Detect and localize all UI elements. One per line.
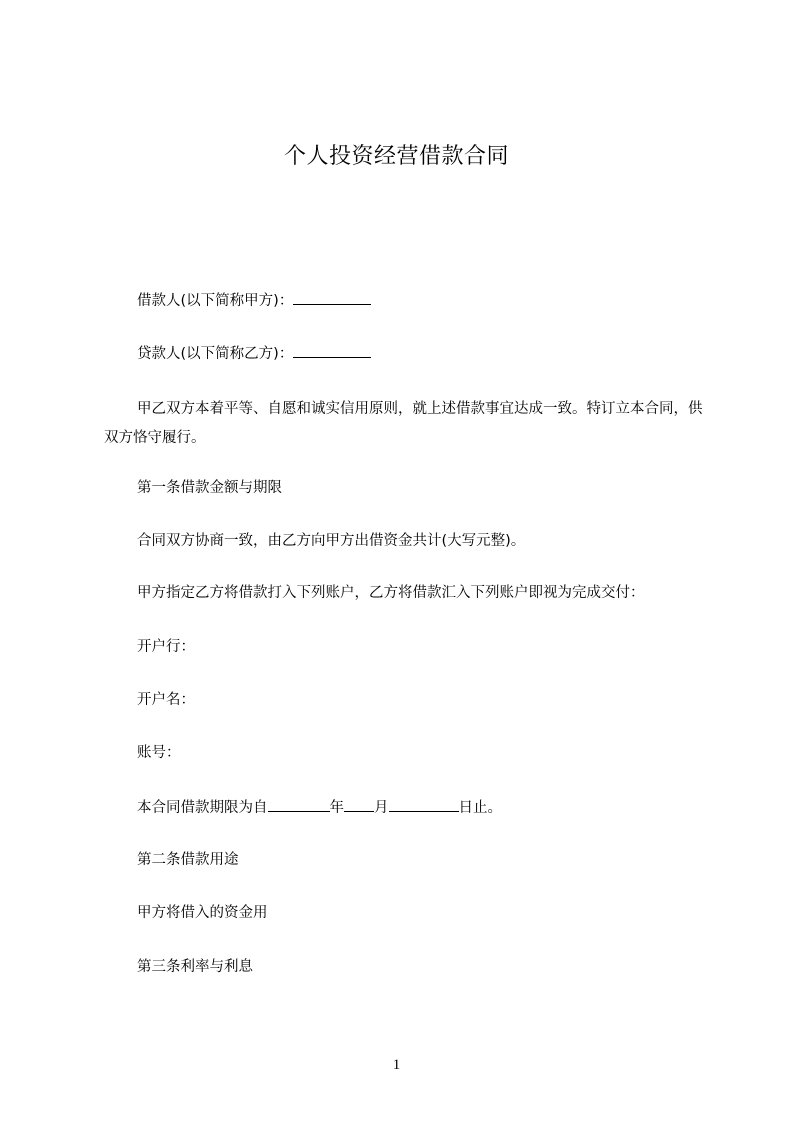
article2-usage: 甲方将借入的资金用 <box>137 905 268 921</box>
borrower-label: 借款人(以下简称甲方)： <box>137 293 294 309</box>
borrower-line <box>137 289 371 312</box>
term-day-blank <box>389 796 459 812</box>
term-year-label: 年 <box>329 800 344 816</box>
term-year-blank <box>268 796 330 812</box>
bank-line: 开户行： <box>137 639 195 655</box>
article2-heading: 第二条借款用途 <box>137 852 239 868</box>
lender-label: 贷款人(以下简称乙方)： <box>137 346 294 362</box>
term-month-label: 月 <box>374 800 389 816</box>
term-month-blank <box>344 796 374 812</box>
term-prefix: 本合同借款期限为自 <box>137 800 268 816</box>
article1-account-note: 甲方指定乙方将借款打入下列账户，乙方将借款汇入下列账户即视为完成交付： <box>137 585 645 601</box>
term-suffix: 日止。 <box>458 800 502 816</box>
article3-heading: 第三条利率与利息 <box>137 959 253 975</box>
term-line <box>137 796 502 819</box>
page-number: 1 <box>392 1057 401 1073</box>
borrower-blank <box>293 289 371 305</box>
intro-paragraph: 甲乙双方本着平等、自愿和诚实信用原则，就上述借款事宜达成一致。特订立本合同，供双方恪守履行。 <box>104 401 703 446</box>
lender-blank <box>293 342 371 358</box>
lender-line <box>137 342 371 365</box>
article1-heading: 第一条借款金额与期限 <box>137 480 282 496</box>
account-number-line: 账号： <box>137 745 181 761</box>
document-title: 个人投资经营借款合同 <box>283 144 509 169</box>
article1-amount: 合同双方协商一致，由乙方向甲方出借资金共计(大写元整)。 <box>137 533 526 549</box>
account-name-line: 开户名： <box>137 692 195 708</box>
